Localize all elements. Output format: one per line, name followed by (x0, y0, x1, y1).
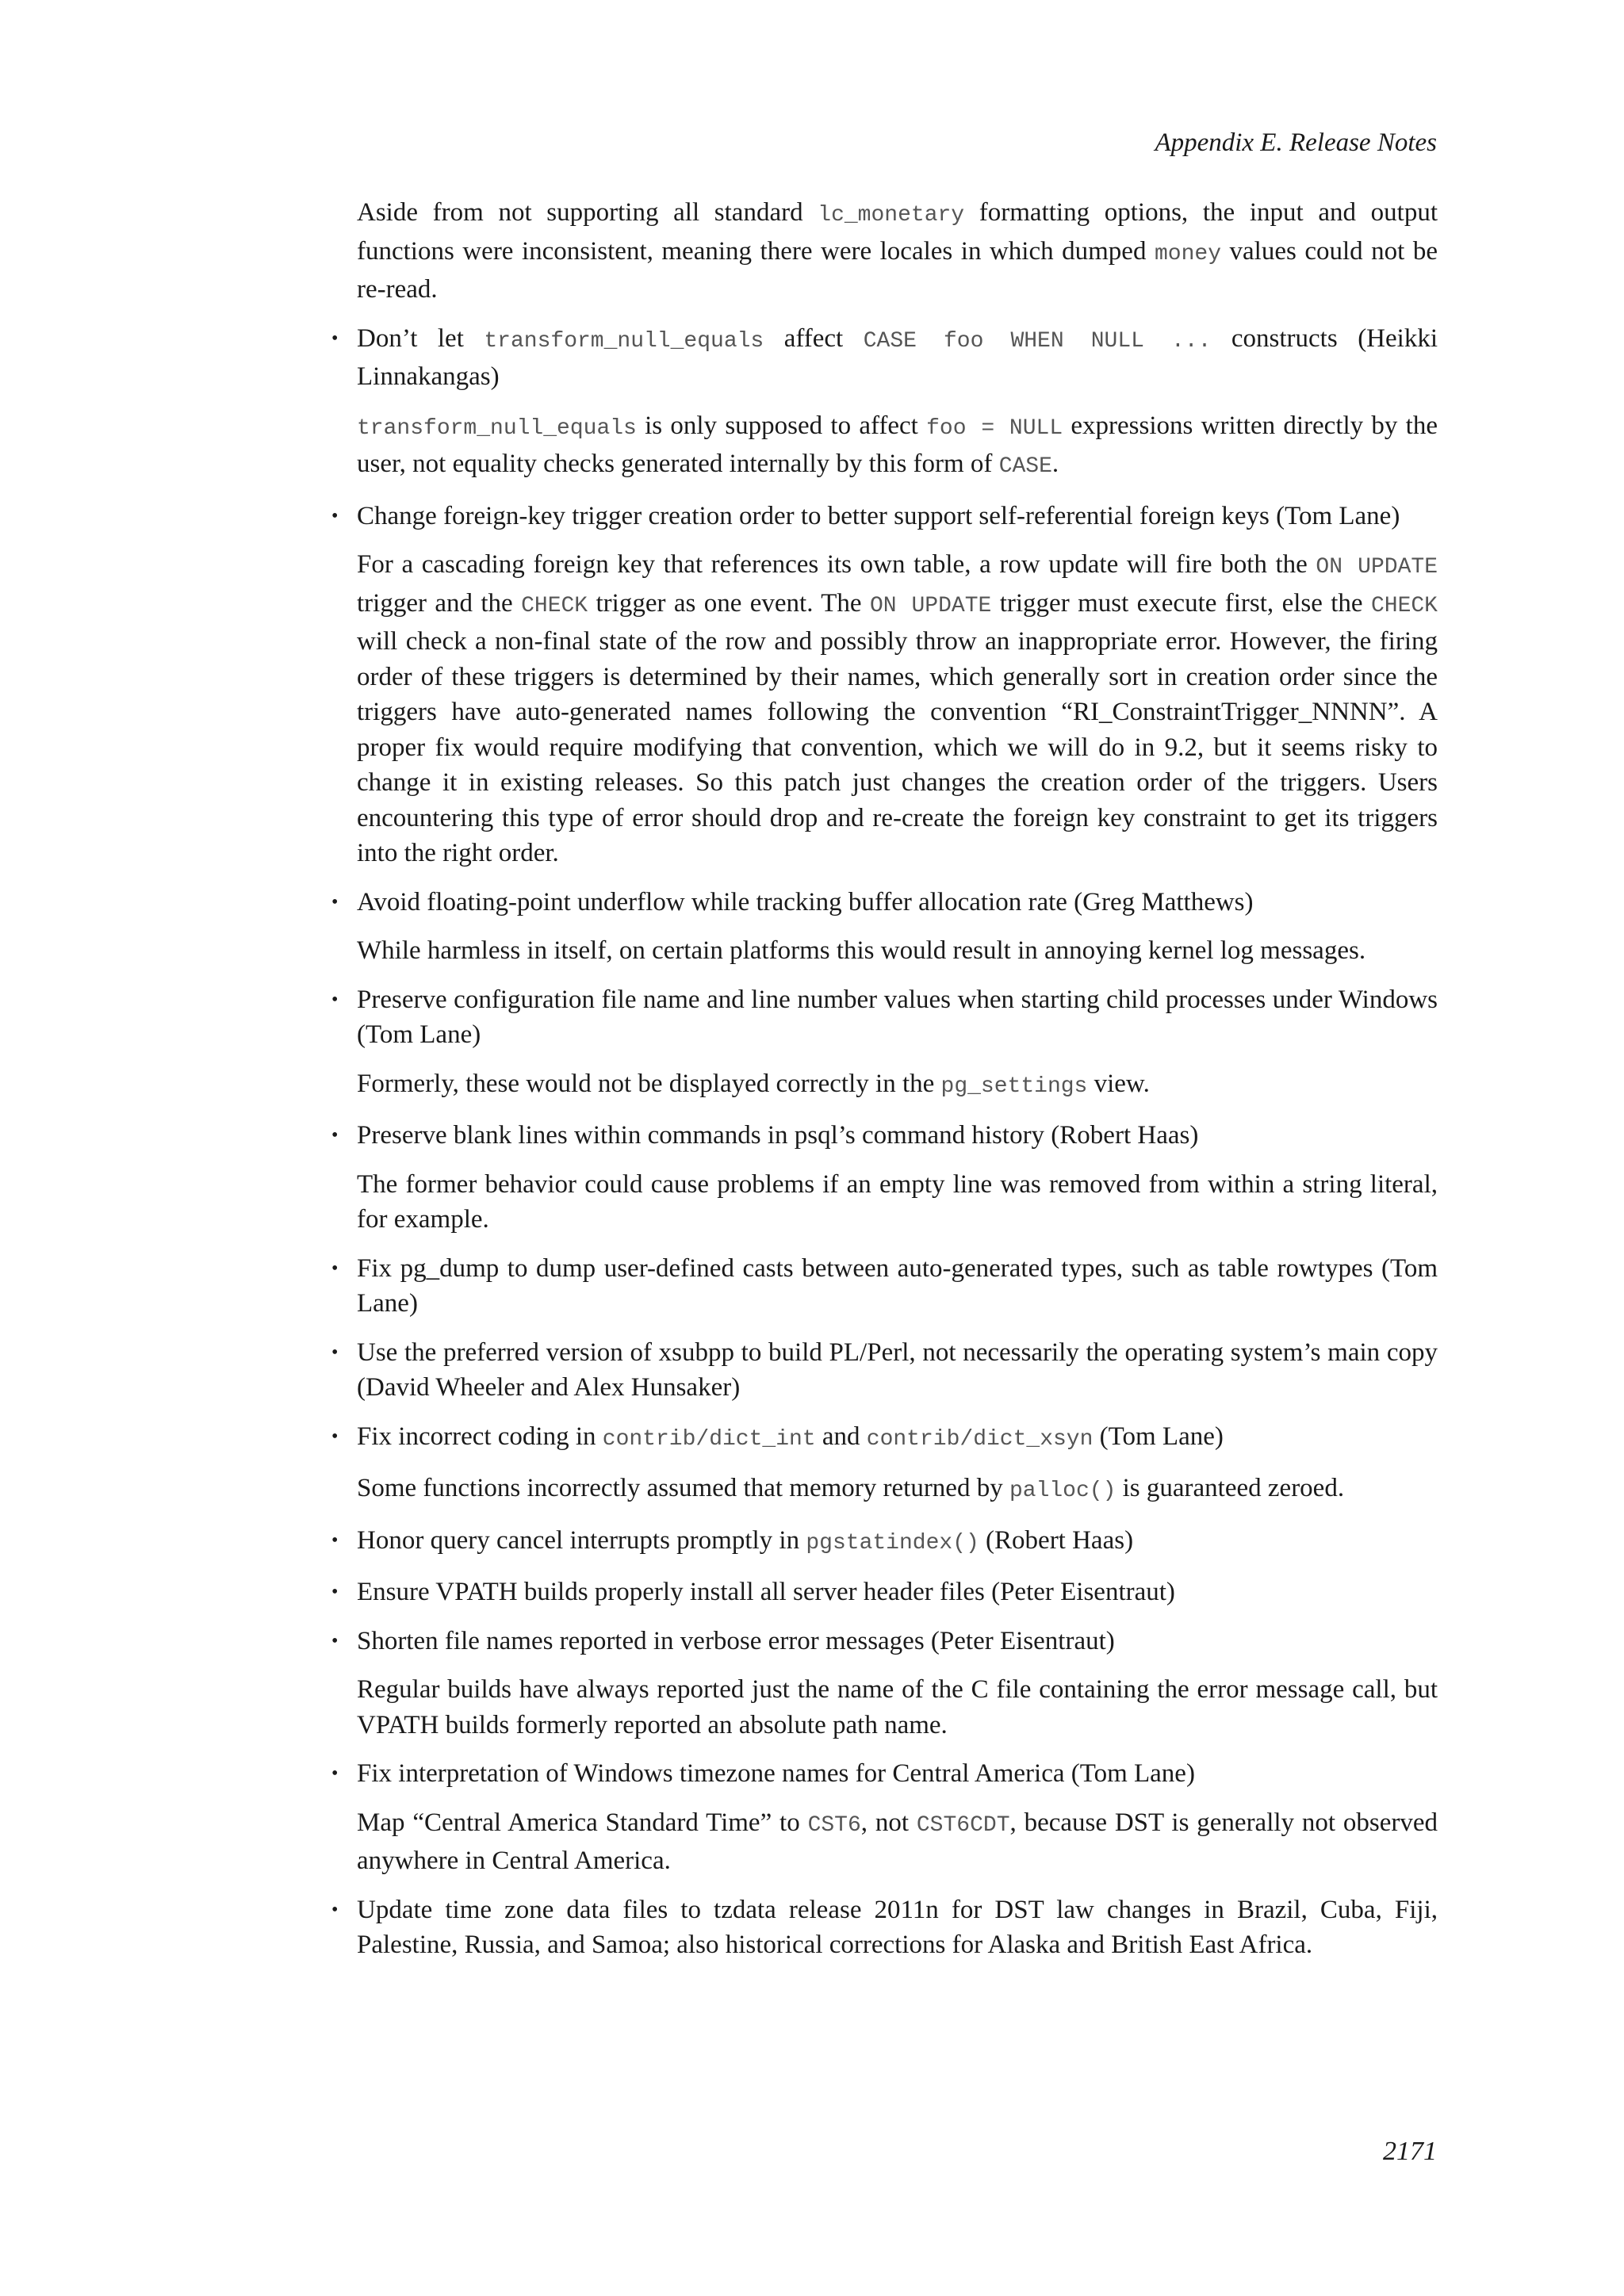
bullet-icon: • (331, 1341, 339, 1363)
list-item-title: Honor query cancel interrupts promptly in pgstatindex() (Robert Haas) (357, 1525, 1134, 1556)
list-item-description: While harmless in itself, on certain platforms this would result in annoying kernel log messages. (357, 936, 1366, 965)
list-item (331, 321, 1438, 485)
list-item-description: Map “Central America Standard Time” to CST6, not CST6CDT, because DST is generally not observed anywhere in Central America. (357, 1808, 1438, 1875)
bullet-icon: • (331, 891, 339, 913)
code-pg-settings: pg_settings (940, 1073, 1088, 1099)
bullet-icon: • (331, 327, 339, 349)
list-item (331, 1419, 1438, 1510)
code-transform-null-equals: transform_null_equals (484, 328, 764, 354)
bullet-icon: • (331, 1529, 339, 1551)
list-item-description: Some functions incorrectly assumed that memory returned by palloc() is guaranteed zeroed. (357, 1474, 1345, 1503)
code-foo-null: foo = NULL (926, 415, 1063, 441)
code-check: CHECK (1370, 593, 1438, 618)
bullet-icon: • (331, 505, 339, 526)
bullet-icon: • (331, 1899, 339, 1920)
list-item (331, 1575, 1438, 1610)
code-dict-xsyn: contrib/dict_xsyn (866, 1426, 1094, 1452)
code-pgstatindex: pgstatindex() (806, 1530, 979, 1556)
list-item-title: Ensure VPATH builds properly install all server header files (Peter Eisentraut) (357, 1578, 1175, 1606)
code-on-update: ON UPDATE (869, 593, 992, 618)
code-lc-monetary: lc_monetary (818, 203, 965, 228)
code-money: money (1154, 241, 1221, 266)
code-cst6: CST6 (807, 1812, 861, 1838)
list-item-title: Avoid floating-point underflow while tracking buffer allocation rate (Greg Matthews) (357, 887, 1254, 916)
list-item (331, 982, 1438, 1105)
code-transform-null-equals: transform_null_equals (357, 415, 637, 441)
list-item (331, 1892, 1438, 1963)
page-number: 2171 (1383, 2137, 1437, 2166)
list-item-title: Don’t let transform_null_equals affect CASE foo WHEN NULL ... constructs (Heikki Linnakangas) (357, 323, 1438, 391)
page-content (331, 195, 1438, 1976)
list-item (331, 1118, 1438, 1238)
code-check: CHECK (521, 593, 588, 618)
list-item-description: For a cascading foreign key that references its own table, a row update will fire both the ON UPDATE trigger and the CHECK trigger as one event. The ON UPDATE trigger must execute first, else the CHECK will check a non-final state of the row and possibly throw an inappropriate error. However, the firing order of these triggers is determined by their names, which generally sort in creation order since the triggers have auto-generated names following the convention “RI_ConstraintTrigger_NNNN”. A proper fix would require modifying that convention, which we will do in 9.2, but it seems risky to change it in existing releases. So this patch just changes the creation order of the triggers. Users encountering this type of error should drop and re-create the foreign key constraint to get its triggers into the right order. (357, 550, 1438, 867)
list-item-title: Use the preferred version of xsubpp to build PL/Perl, not necessarily the operating system’s main copy (David Wheeler and Alex Hunsaker) (357, 1337, 1438, 1402)
intro-paragraph: Aside from not supporting all standard lc_monetary formatting options, the input and output functions were inconsistent, meaning there were locales in which dumped money values could not be re-read. (357, 198, 1438, 304)
bullet-icon: • (331, 1582, 339, 1602)
list-item (331, 1251, 1438, 1322)
list-item-title: Shorten file names reported in verbose error messages (Peter Eisentraut) (357, 1626, 1115, 1655)
list-item-description: Formerly, these would not be displayed correctly in the pg_settings view. (357, 1069, 1150, 1099)
code-case: CASE (998, 454, 1052, 479)
list-item (331, 885, 1438, 969)
list-item (331, 1523, 1438, 1562)
list-item (331, 1756, 1438, 1879)
bullet-icon: • (331, 1257, 339, 1279)
list-item-title: Change foreign-key trigger creation order to better support self-referential foreign keys (Tom Lane) (357, 501, 1400, 530)
code-on-update: ON UPDATE (1316, 555, 1438, 580)
list-item-description: transform_null_equals is only supposed to affect foo = NULL expressions written directly by the user, not equality checks generated internally by this form of CASE. (357, 411, 1438, 479)
code-case-construct: CASE foo WHEN NULL ... (863, 328, 1212, 354)
list-item-description: Regular builds have always reported just the name of the C file containing the error message call, but VPATH builds formerly reported an absolute path name. (357, 1675, 1438, 1739)
list-item-title: Fix incorrect coding in contrib/dict_int and contrib/dict_xsyn (Tom Lane) (357, 1422, 1224, 1452)
list-item-title: Fix interpretation of Windows timezone names for Central America (Tom Lane) (357, 1759, 1195, 1788)
code-palloc: palloc() (1009, 1479, 1116, 1503)
list-item (331, 499, 1438, 871)
list-item-title: Update time zone data files to tzdata release 2011n for DST law changes in Brazil, Cuba, Fiji, Palestine, Russia, and Samoa; also historical corrections for Alaska and British East Africa. (357, 1895, 1438, 1959)
bullet-icon: • (331, 989, 339, 1010)
list-item (331, 1335, 1438, 1406)
list-item (331, 1624, 1438, 1743)
list-item-title: Preserve configuration file name and line number values when starting child processes under Windows (Tom Lane) (357, 985, 1438, 1049)
bullet-icon: • (331, 1425, 339, 1447)
code-cst6cdt: CST6CDT (916, 1812, 1010, 1838)
bullet-icon: • (331, 1763, 339, 1784)
list-item-title: Fix pg_dump to dump user-defined casts between auto-generated types, such as table rowtypes (Tom Lane) (357, 1253, 1438, 1318)
code-dict-int: contrib/dict_int (602, 1426, 816, 1452)
list-item-description: The former behavior could cause problems if an empty line was removed from within a string literal, for example. (357, 1169, 1438, 1234)
list-item-title: Preserve blank lines within commands in psql’s command history (Robert Haas) (357, 1121, 1199, 1150)
bullet-icon: • (331, 1125, 339, 1146)
bullet-icon: • (331, 1630, 339, 1651)
running-header: Appendix E. Release Notes (1155, 128, 1437, 157)
